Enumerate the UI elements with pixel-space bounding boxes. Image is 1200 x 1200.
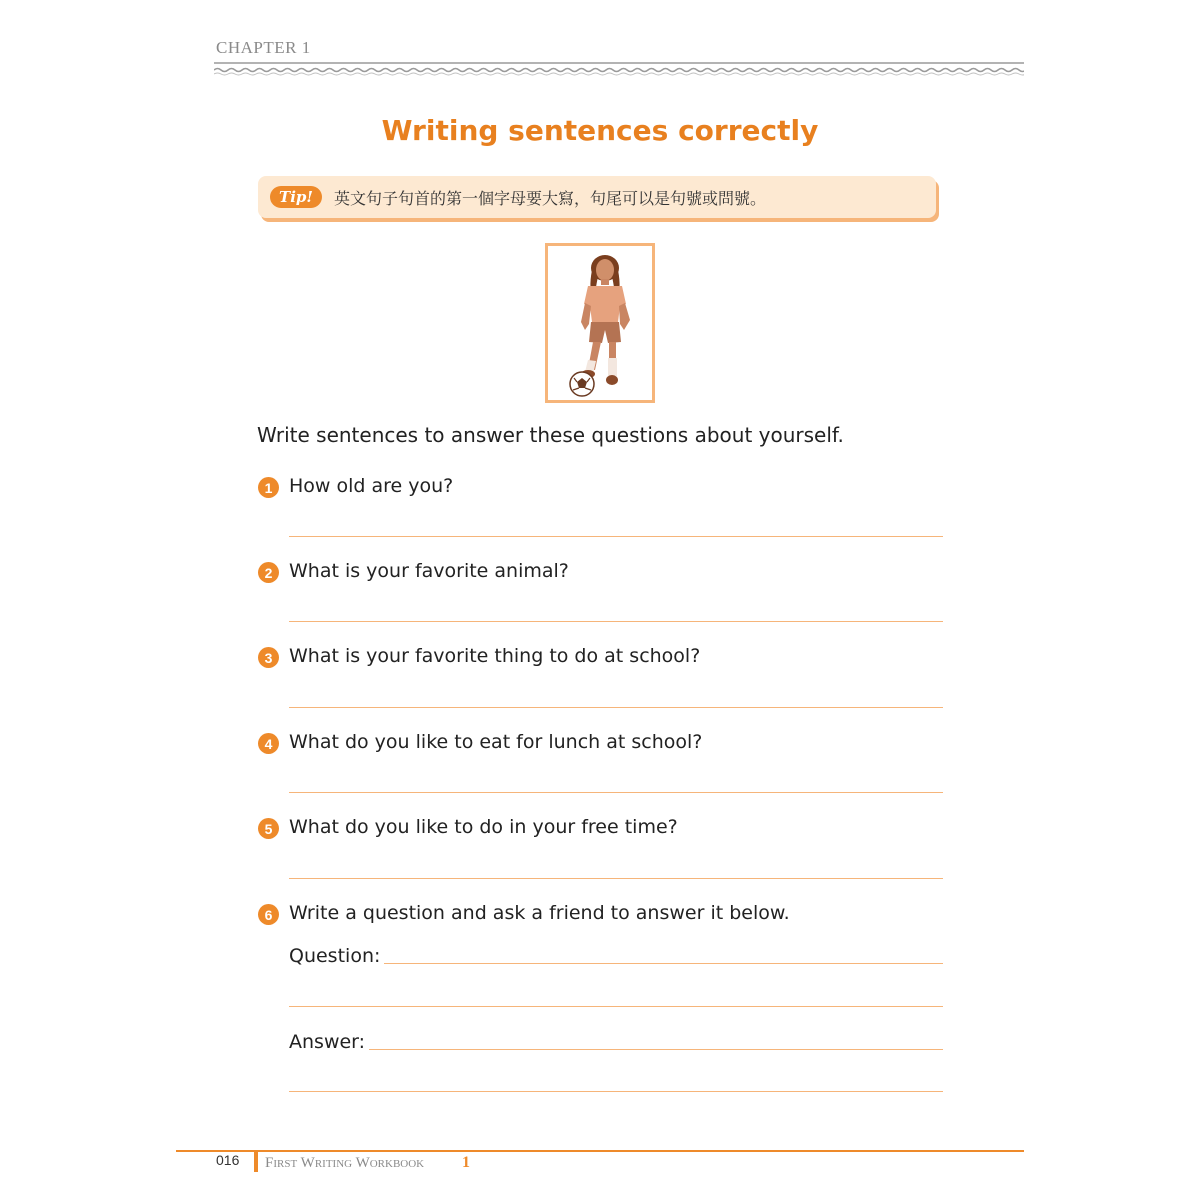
page-number: 016 — [216, 1152, 240, 1168]
chapter-label: CHAPTER 1 — [216, 38, 311, 57]
answer-line-3[interactable] — [289, 707, 943, 708]
question-number-3: 3 — [258, 647, 279, 668]
answer-input-line[interactable] — [369, 1049, 943, 1050]
tip-box — [258, 176, 936, 218]
answer-line-1[interactable] — [289, 536, 943, 537]
question-number-2: 2 — [258, 562, 279, 583]
footer-rule — [176, 1150, 1024, 1152]
girl-illustration — [548, 246, 652, 400]
answer-line-4[interactable] — [289, 792, 943, 793]
footer-accent-bar — [254, 1150, 258, 1172]
tip-text: 英文句子句首的第一個字母要大寫，句尾可以是句號或問號。 — [334, 188, 767, 208]
answer-line-5[interactable] — [289, 878, 943, 879]
question-text-6: Write a question and ask a friend to answer it below. — [289, 902, 790, 924]
question-number-1: 1 — [258, 477, 279, 498]
page-title: Writing sentences correctly — [381, 114, 819, 147]
answer-input-line-2[interactable] — [289, 1091, 943, 1092]
girl-with-soccer-ball-photo — [545, 243, 655, 403]
question-text-1: How old are you? — [289, 475, 454, 497]
answer-line-2[interactable] — [289, 621, 943, 622]
question-text-2: What is your favorite animal? — [289, 560, 569, 582]
instruction-text: Write sentences to answer these questions about yourself. — [257, 423, 844, 447]
tip-badge: Tip! — [270, 186, 322, 208]
answer-label: Answer: — [289, 1031, 366, 1053]
question-text-3: What is your favorite thing to do at school? — [289, 645, 701, 667]
question-number-6: 6 — [258, 904, 279, 925]
question-input-line[interactable] — [384, 963, 943, 964]
book-volume: 1 — [462, 1154, 470, 1171]
book-title: First Writing Workbook — [265, 1155, 425, 1171]
question-label: Question: — [289, 945, 381, 967]
question-text-4: What do you like to eat for lunch at school? — [289, 731, 703, 753]
question-number-5: 5 — [258, 818, 279, 839]
question-number-4: 4 — [258, 733, 279, 754]
question-text-5: What do you like to do in your free time? — [289, 816, 678, 838]
question-input-line-2[interactable] — [289, 1006, 943, 1007]
header-wave-divider — [214, 60, 1024, 78]
